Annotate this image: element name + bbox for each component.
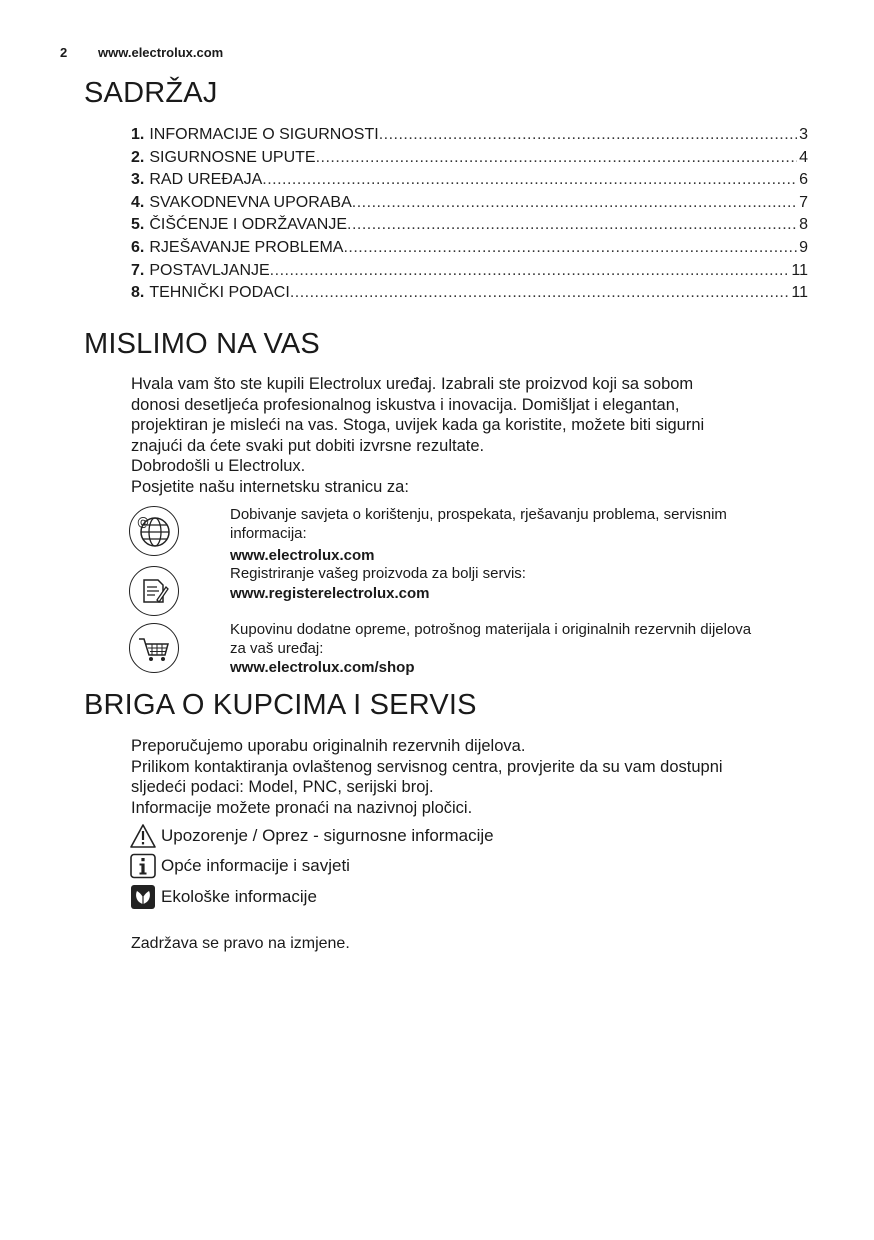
thinking-title: MISLIMO NA VAS bbox=[84, 328, 320, 360]
rights-note: Zadržava se pravo na izmjene. bbox=[131, 935, 350, 952]
care-title: BRIGA O KUPCIMA I SERVIS bbox=[84, 689, 477, 721]
note-info: Opće informacije i savjeti bbox=[129, 853, 350, 879]
note-eco: Ekološke informacije bbox=[129, 884, 317, 910]
toc-item-8[interactable]: 8. TEHNIČKI PODACI ..... 11 bbox=[131, 282, 808, 305]
table-of-contents bbox=[131, 124, 808, 305]
toc-item-4[interactable]: 4. SVAKODNEVNA UPORABA ..... 7 bbox=[131, 192, 808, 215]
toc-item-1[interactable]: 1. INFORMACIJE O SIGURNOSTI ..... 3 bbox=[131, 124, 808, 147]
eco-icon bbox=[129, 884, 157, 910]
care-paragraph: Preporučujemo uporabu originalnih rezervnih dijelova. Prilikom kontaktiranja ovlaštenog servisnog centra, provjerite da su vam dostupni sljedeći podaci: Model, PNC, serijski broj. Informacije možete pronaći na nazivnoj pločici. bbox=[131, 737, 723, 817]
warning-icon bbox=[129, 823, 157, 849]
page-number: 2 bbox=[60, 45, 68, 60]
shopping-cart-icon bbox=[129, 623, 179, 673]
toc-item-7[interactable]: 7. POSTAVLJANJE ..... 11 bbox=[131, 260, 808, 283]
toc-item-5[interactable]: 5. ČIŠĆENJE I ODRŽAVANJE ..... 8 bbox=[131, 214, 808, 237]
info-icon bbox=[129, 853, 157, 879]
toc-item-6[interactable]: 6. RJEŠAVANJE PROBLEMA ..... 9 bbox=[131, 237, 808, 260]
register-link[interactable]: www.registerelectrolux.com bbox=[230, 585, 430, 602]
globe-icon bbox=[129, 506, 179, 556]
register-document-icon bbox=[129, 566, 179, 616]
page-header bbox=[60, 45, 223, 60]
note-warning: Upozorenje / Oprez - sigurnosne informacije bbox=[129, 823, 494, 849]
header-site-link[interactable]: www.electrolux.com bbox=[98, 45, 224, 60]
electrolux-link[interactable]: www.electrolux.com bbox=[230, 547, 375, 564]
svg-text:@: @ bbox=[137, 515, 149, 529]
shop-link[interactable]: www.electrolux.com/shop bbox=[230, 659, 415, 676]
toc-item-2[interactable]: 2. SIGURNOSNE UPUTE ..... 4 bbox=[131, 147, 808, 170]
toc-title: SADRŽAJ bbox=[84, 77, 218, 109]
toc-item-3[interactable]: 3. RAD UREĐAJA ..... 6 bbox=[131, 169, 808, 192]
thinking-paragraph: Hvala vam što ste kupili Electrolux uređaj. Izabrali ste proizvod koji sa sobom donosi desetljeća profesionalnog iskustva i inovacija. Domišljat i elegantan, projektiran je misleći na vas. Stoga, uvijek kada ga koristite, možete biti sigurni znajući da ćete svaki put dobiti izvrsne rezultate. Dobrodošli u Electrolux. Posjetite našu internetsku stranicu za: bbox=[131, 375, 705, 496]
